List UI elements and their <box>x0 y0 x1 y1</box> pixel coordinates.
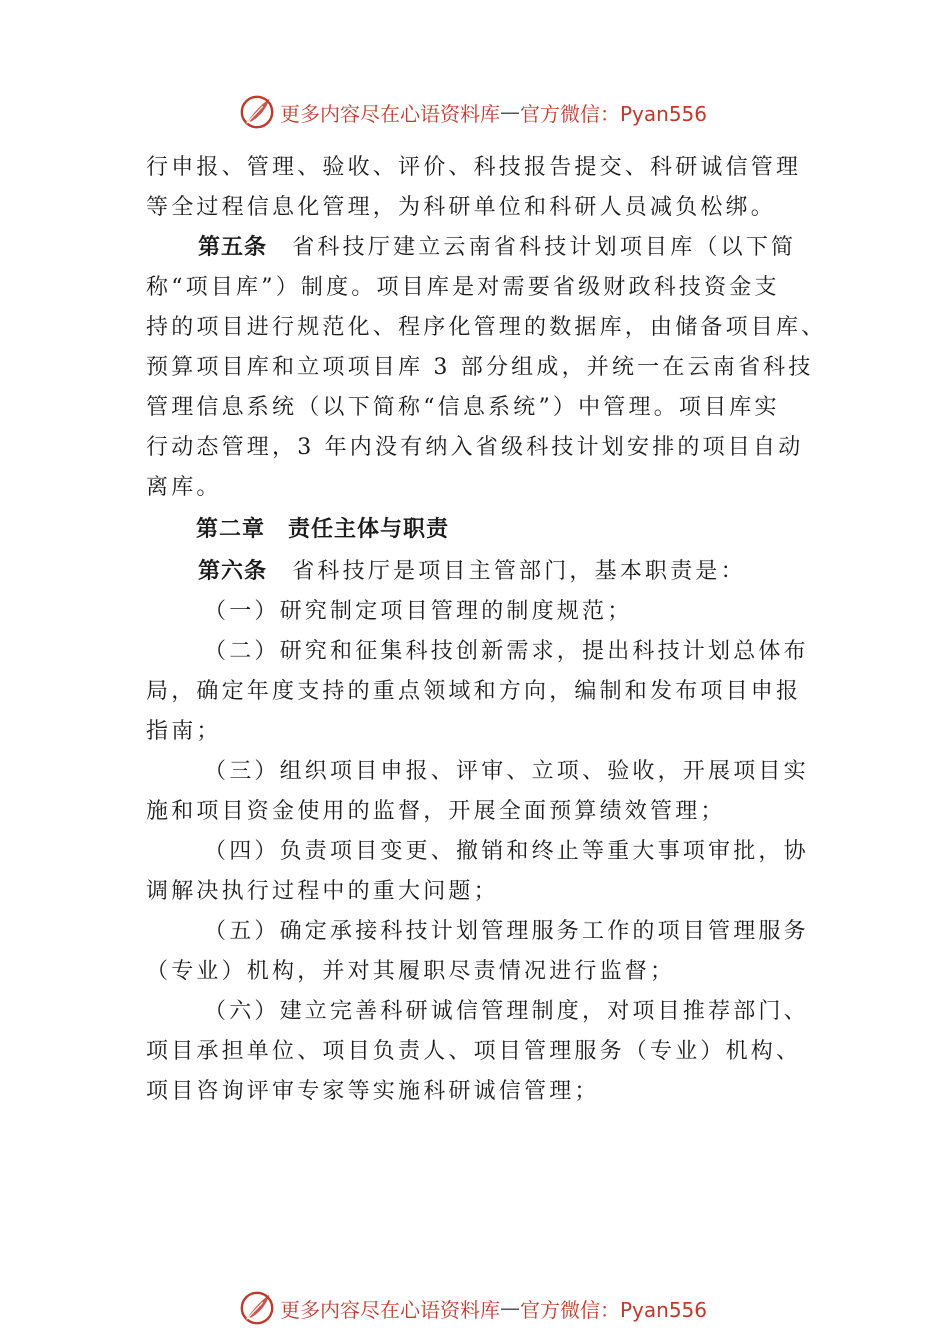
text-line: 调解决执行过程中的重大问题； <box>146 879 499 904</box>
text-line: 指南； <box>146 719 222 744</box>
banner-wechat: 官方微信：Pyan556 <box>520 1297 708 1322</box>
text-line: 项目承担单位、项目负责人、项目管理服务（专业）机构、 <box>146 1039 802 1064</box>
article-6-text: 省科技厅是项目主管部门，基本职责是： <box>292 559 746 584</box>
feather-logo-icon <box>238 1289 276 1327</box>
article-5-label: 第五条 <box>198 235 268 260</box>
article-5-first-line <box>146 228 814 268</box>
text-line: （专业）机构，并对其履职尽责情况进行监督； <box>146 959 676 984</box>
footer-banner <box>0 1288 950 1328</box>
document-body <box>146 148 827 1112</box>
list-item: （六）建立完善科研诚信管理制度，对项目推荐部门、 <box>204 999 809 1024</box>
text-line: 局，确定年度支持的重点领域和方向，编制和发布项目申报 <box>146 679 802 704</box>
text-line: 等全过程信息化管理，为科研单位和科研人员减负松绑。 <box>146 195 777 220</box>
text-line: 离库。 <box>146 475 222 500</box>
feather-logo-icon <box>238 93 276 131</box>
banner-text: 更多内容尽在心语资料库 <box>280 1297 500 1322</box>
list-item: （五）确定承接科技计划管理服务工作的项目管理服务 <box>204 919 809 944</box>
text-line: 管理信息系统（以下简称“信息系统”）中管理。项目库实 <box>146 395 780 420</box>
list-item: （四）负责项目变更、撤销和终止等重大事项审批，协 <box>204 839 809 864</box>
text-line: 行申报、管理、验收、评价、科技报告提交、科研诚信管理 <box>146 155 802 180</box>
article-5-text: 省科技厅建立云南省科技计划项目库（以下简 <box>292 235 797 260</box>
text-line: 行动态管理，3 年内没有纳入省级科技计划安排的项目自动 <box>146 435 804 460</box>
text-line: 持的项目进行规范化、程序化管理的数据库，由储备项目库、 <box>146 315 827 340</box>
banner-text: 更多内容尽在心语资料库 <box>280 101 500 126</box>
text-line: 称“项目库”）制度。项目库是对需要省级财政科技资金支 <box>146 275 780 300</box>
text-line: 项目咨询评审专家等实施科研诚信管理； <box>146 1079 600 1104</box>
list-item: （三）组织项目申报、评审、立项、验收，开展项目实 <box>204 759 809 784</box>
text-line: 施和项目资金使用的监督，开展全面预算绩效管理； <box>146 799 726 824</box>
banner-separator: — <box>500 100 520 124</box>
text-line: 预算项目库和立项项目库 3 部分组成，并统一在云南省科技 <box>146 355 814 380</box>
header-banner <box>0 92 950 132</box>
article-6-first-line <box>146 552 814 592</box>
list-item: （一）研究制定项目管理的制度规范； <box>204 599 633 624</box>
banner-separator: — <box>500 1296 520 1320</box>
list-item: （二）研究和征集科技创新需求，提出科技计划总体布 <box>204 639 809 664</box>
banner-wechat: 官方微信：Pyan556 <box>520 101 708 126</box>
article-6-label: 第六条 <box>198 559 268 584</box>
chapter-heading: 第二章 责任主体与职责 <box>196 517 450 542</box>
